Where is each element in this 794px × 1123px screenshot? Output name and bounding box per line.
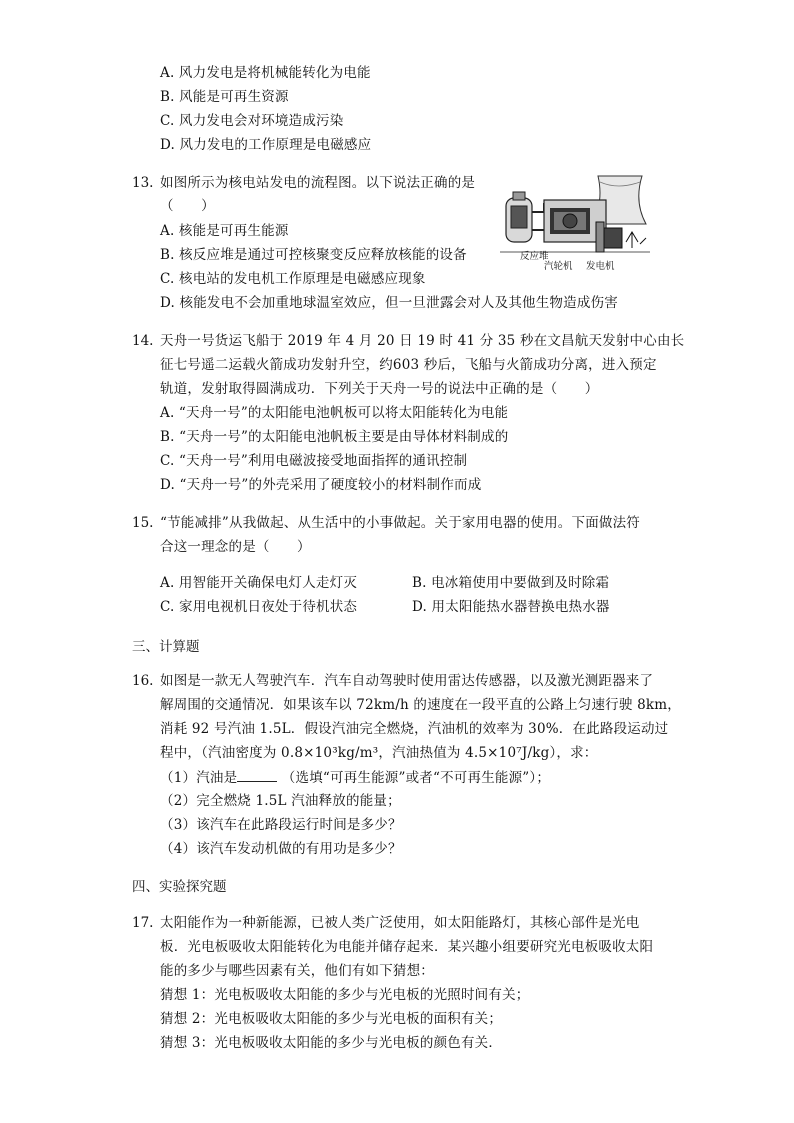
- q16-stem-line-1: 如图是一款无人驾驶汽车．汽车自动驾驶时使用雷达传感器，以及激光测距器来了: [160, 673, 654, 689]
- q17-guess-1: 猜想 1：光电板吸收太阳能的多少与光电板的光照时间有关；: [160, 987, 530, 1003]
- q16-sub-1-suffix: （选填“可再生能源”或者“不可再生能源”）；: [281, 770, 551, 786]
- nuclear-plant-figure: [500, 172, 650, 272]
- q15-stem-line-2: 合这一理念的是（ ）: [160, 539, 311, 555]
- q17-guess-2: 猜想 2：光电板吸收太阳能的多少与光电板的面积有关；: [160, 1011, 503, 1027]
- section-heading-experiment: 四、实验探究题: [132, 879, 227, 895]
- q13-stem: 如图所示为核电站发电的流程图。以下说法正确的是: [160, 175, 476, 191]
- q14-option-a: A. “天舟一号”的太阳能电池帆板可以将太阳能转化为电能: [160, 405, 509, 421]
- q17-number: 17.: [132, 915, 154, 931]
- q16-sub-4: （4）该汽车发动机做的有用功是多少？: [160, 841, 402, 857]
- q16-sub-2: （2）完全燃烧 1.5L 汽油释放的能量；: [160, 793, 401, 809]
- q13-number: 13.: [132, 175, 154, 191]
- q14-option-d: D. “天舟一号”的外壳采用了硬度较小的材料制作而成: [160, 477, 482, 493]
- q16-stem-line-4: 程中，（汽油密度为 0.8×10³kg/m³，汽油热值为 4.5×10⁷J/kg），求：: [160, 745, 598, 761]
- figure-label-turbine: 汽轮机: [544, 261, 573, 272]
- figure-label-reactor: 反应堆: [520, 251, 549, 262]
- q17-guess-3: 猜想 3：光电板吸收太阳能的多少与光电板的颜色有关．: [160, 1035, 503, 1051]
- section-heading-calculation: 三、计算题: [132, 639, 200, 655]
- q16-answer-blank[interactable]: [237, 768, 277, 782]
- q17-stem-line-3: 能的多少与哪些因素有关，他们有如下猜想：: [160, 963, 434, 979]
- q15-option-c: C. 家用电视机日夜处于待机状态: [160, 599, 358, 615]
- q13-option-a: A. 核能是可再生能源: [160, 223, 289, 239]
- q14-stem-line-1: 天舟一号货运飞船于 2019 年 4 月 20 日 19 时 41 分 35 秒在文昌航天发射中心由长: [160, 333, 685, 349]
- q15-option-d: D. 用太阳能热水器替换电热水器: [412, 599, 610, 615]
- q14-option-b: B. “天舟一号”的太阳能电池帆板主要是由导体材料制成的: [160, 429, 509, 445]
- q16-stem-line-2: 解周围的交通情况．如果该车以 72km/h 的速度在一段平直的公路上匀速行驶 8km，: [160, 697, 681, 713]
- q15-number: 15.: [132, 515, 154, 531]
- q12-option-c: C. 风力发电会对环境造成污染: [160, 113, 344, 129]
- q16-sub-1: [160, 768, 550, 787]
- q14-option-c: C. “天舟一号”利用电磁波接受地面指挥的通讯控制: [160, 453, 468, 469]
- q17-stem-line-2: 板．光电板吸收太阳能转化为电能并储存起来．某兴趣小组要研究光电板吸收太阳: [160, 939, 654, 955]
- q14-stem-line-3: 轨道，发射取得圆满成功．下列关于天舟一号的说法中正确的是（ ）: [160, 381, 599, 397]
- q12-option-d: D. 风力发电的工作原理是电磁感应: [160, 137, 372, 153]
- q16-number: 16.: [132, 673, 154, 689]
- q16-sub-1-prefix: （1）汽油是: [160, 770, 238, 786]
- q13-answer-paren: （ ）: [160, 198, 215, 214]
- figure-label-generator: 发电机: [586, 261, 615, 272]
- q17-stem-line-1: 太阳能作为一种新能源，已被人类广泛使用，如太阳能路灯，其核心部件是光电: [160, 915, 640, 931]
- q16-sub-3: （3）该汽车在此路段运行时间是多少？: [160, 817, 402, 833]
- q14-stem-line-2: 征七号遥二运载火箭成功发射升空，约603 秒后，飞船与火箭成功分离，进入预定: [160, 357, 657, 373]
- q13-option-c: C. 核电站的发电机工作原理是电磁感应现象: [160, 271, 426, 287]
- q14-number: 14.: [132, 333, 154, 349]
- q15-option-a: A. 用智能开关确保电灯人走灯灭: [160, 575, 358, 591]
- q15-option-b: B. 电冰箱使用中要做到及时除霜: [412, 575, 610, 591]
- q15-stem-line-1: “节能减排”从我做起、从生活中的小事做起。关于家用电器的使用。下面做法符: [160, 515, 641, 531]
- q12-option-b: B. 风能是可再生资源: [160, 89, 289, 105]
- q13-option-b: B. 核反应堆是通过可控核聚变反应释放核能的设备: [160, 247, 467, 263]
- q16-stem-line-3: 消耗 92 号汽油 1.5L．假设汽油完全燃烧，汽油机的效率为 30%．在此路段运动过: [160, 721, 669, 737]
- q12-option-a: A. 风力发电是将机械能转化为电能: [160, 65, 371, 81]
- q13-option-d: D. 核能发电不会加重地球温室效应，但一旦泄露会对人及其他生物造成伤害: [160, 295, 618, 311]
